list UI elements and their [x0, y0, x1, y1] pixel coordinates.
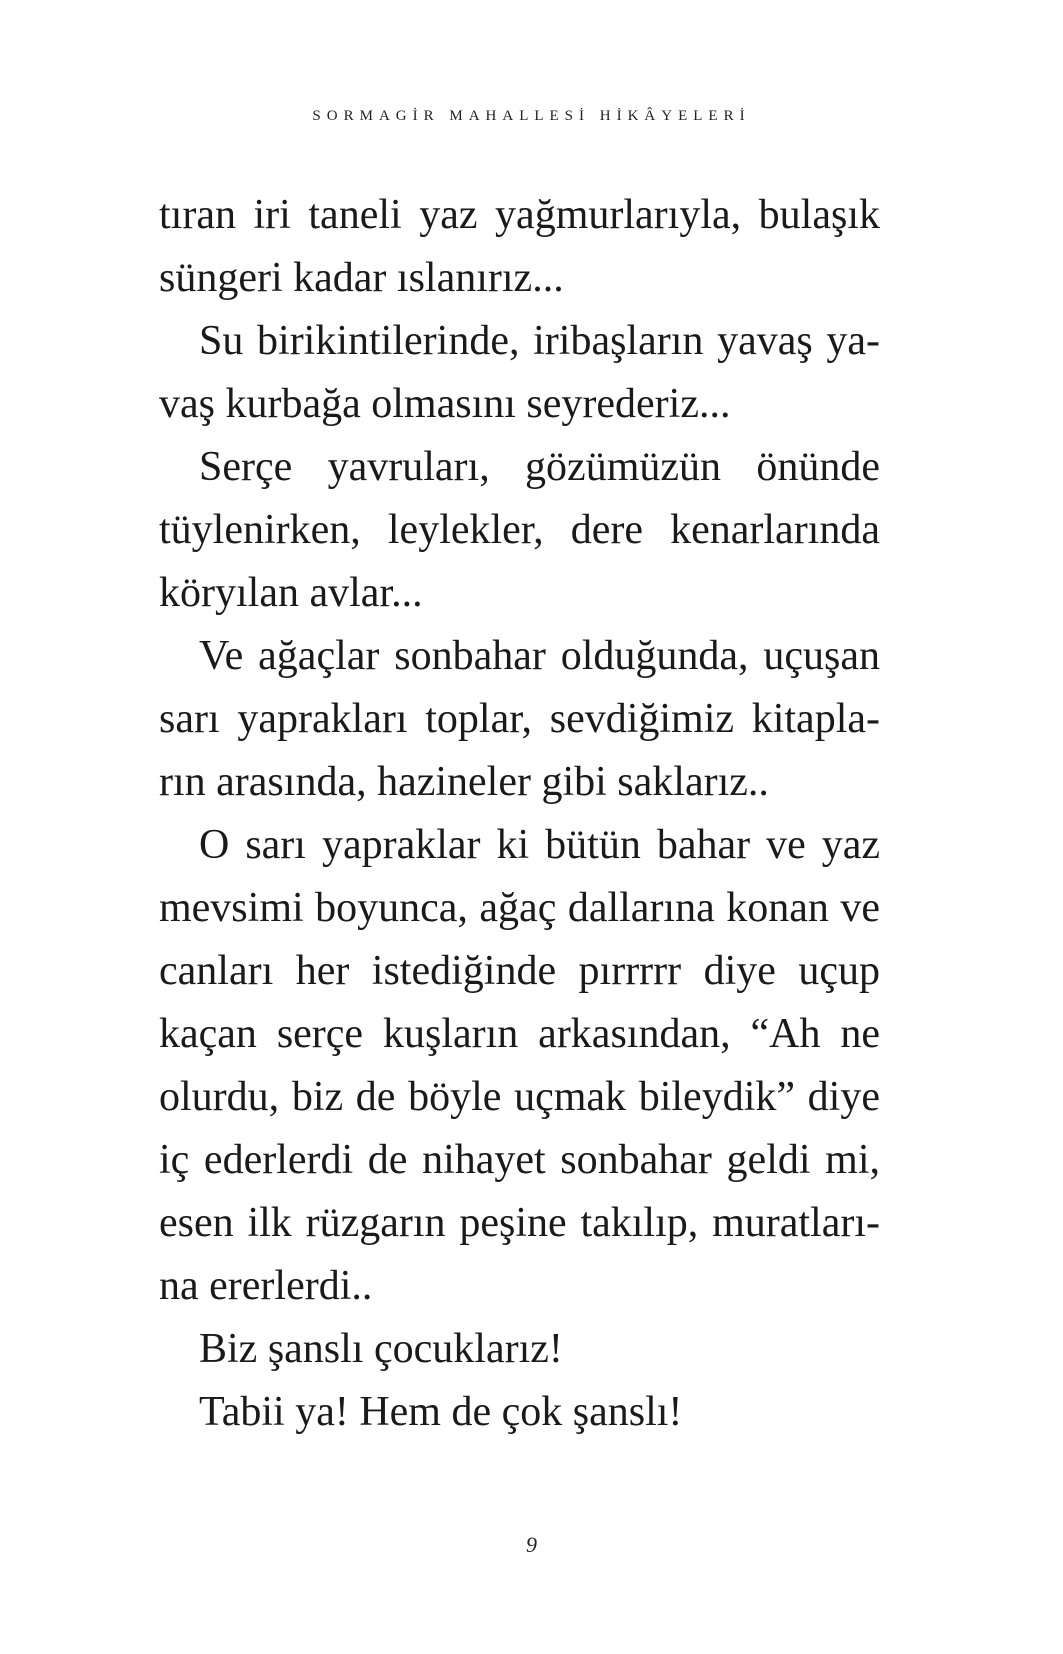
text-line: olurdu, biz de böyle uçmak bileydik” diye	[159, 1074, 880, 1120]
text-line: tüylenirken, leylekler, dere kenarlarında	[159, 507, 880, 553]
text-line: rın arasında, hazineler gibi saklarız..	[159, 759, 769, 805]
text-line: Su birikintilerinde, iribaşların yavaş ya-	[199, 318, 880, 364]
text-line: canları her istediğinde pırrrrr diye uçup	[159, 948, 880, 994]
page-number: 9	[526, 1532, 537, 1557]
text-line: süngeri kadar ıslanırız...	[159, 255, 564, 301]
text-line: Serçe yavruları, gözümüzün önünde	[199, 444, 880, 490]
text-line: Tabii ya! Hem de çok şanslı!	[199, 1389, 683, 1435]
text-line: Biz şanslı çocuklarız!	[199, 1326, 563, 1372]
text-line: na ererlerdi..	[159, 1263, 373, 1309]
text-line: kaçan serçe kuşların arkasından, “Ah ne	[159, 1011, 880, 1057]
text-line: mevsimi boyunca, ağaç dallarına konan ve	[159, 885, 880, 931]
text-line: iç ederlerdi de nihayet sonbahar geldi mi,	[159, 1137, 880, 1183]
text-line: vaş kurbağa olmasını seyrederiz...	[159, 381, 731, 427]
text-line: köryılan avlar...	[159, 570, 423, 616]
text-line: esen ilk rüzgarın peşine takılıp, muratları-	[159, 1200, 880, 1246]
body-text	[159, 190, 880, 1450]
running-header: SORMAGİR MAHALLESİ HİKÂYELERİ	[312, 108, 751, 124]
text-line: tıran iri taneli yaz yağmurlarıyla, bulaşık	[159, 192, 880, 238]
text-line: O sarı yapraklar ki bütün bahar ve yaz	[199, 822, 880, 868]
text-line: Ve ağaçlar sonbahar olduğunda, uçuşan	[199, 633, 880, 679]
text-line: sarı yaprakları toplar, sevdiğimiz kitapla-	[159, 696, 880, 742]
